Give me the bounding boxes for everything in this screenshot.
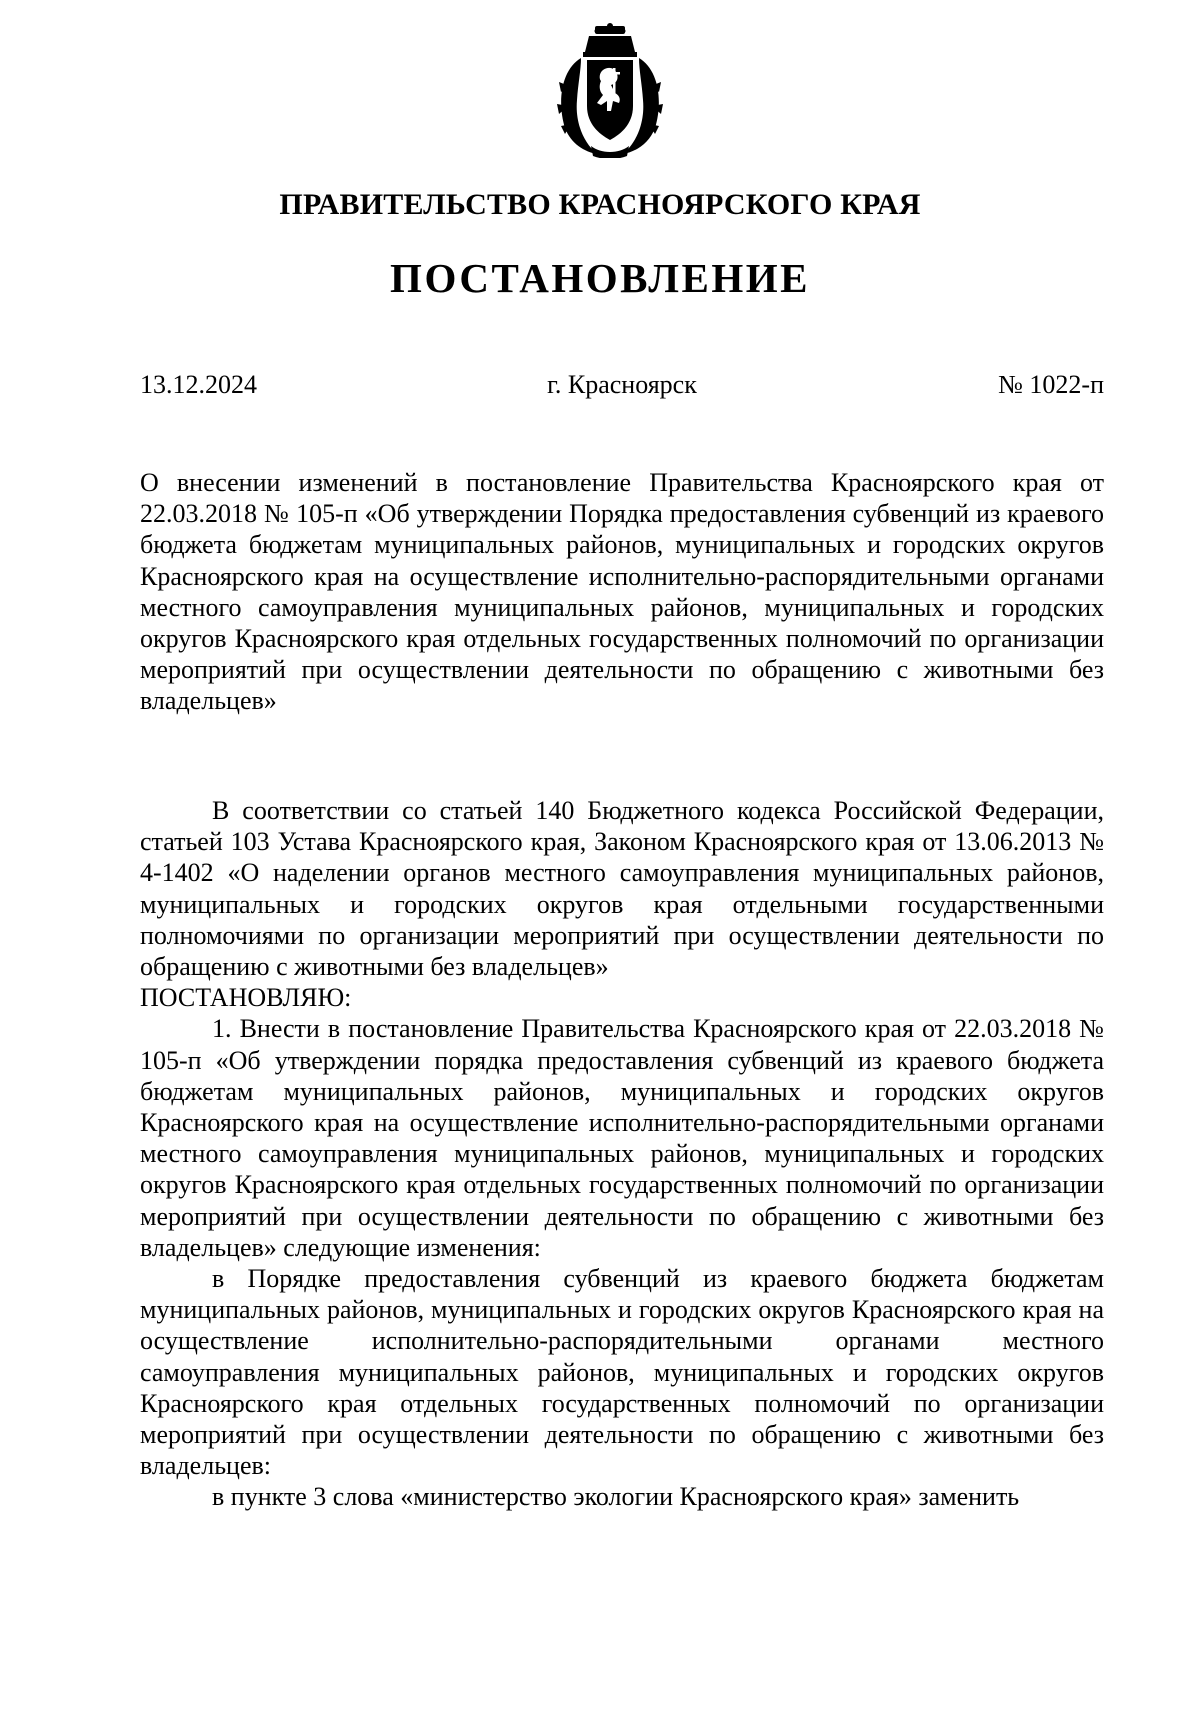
item-1-subparagraph: в Порядке предоставления субвенций из краевого бюджета бюджетам муниципальных районов, муниципальных и городских округов Красноярского края на осуществление исполнительно-распорядительными органами местного самоуправления муниципальных районов, муниципальных и городских округов Красноярского края отдельных государственных полномочий по организации мероприятий при осуществлении деятельности по обращению с животными без владельцев: [140, 1264, 1104, 1481]
organization-name: ПРАВИТЕЛЬСТВО КРАСНОЯРСКОГО КРАЯ [279, 188, 921, 221]
document-number: № 1022-п [998, 370, 1104, 399]
document-city: г. Красноярск [547, 370, 697, 399]
preamble-paragraph: В соответствии со статьей 140 Бюджетного кодекса Российской Федерации, статьей 103 Устава Красноярского края, Законом Красноярского края от 13.06.2013 № 4-1402 «О наделении органов местного самоуправления муниципальных районов, муниципальных и городских округов края отдельными государственными полномочиями по организации мероприятий при осуществлении деятельности по обращению с животными без владельцев» [140, 796, 1104, 982]
document-type: ПОСТАНОВЛЕНИЕ [390, 255, 810, 301]
item-1-point-3-paragraph: в пункте 3 слова «министерство экологии Красноярского края» заменить [212, 1482, 1020, 1512]
krasnoyarsk-coat-of-arms-icon [553, 22, 667, 158]
document-date: 13.12.2024 [140, 370, 257, 399]
document-body [140, 795, 1104, 1513]
document-title: О внесении изменений в постановление Правительства Красноярского края от 22.03.2018 № 105-п «Об утверждении Порядка предоставления субвенций из краевого бюджета бюджетам муниципальных районов, муниципальных и городских округов Красноярского края на осуществление исполнительно-распорядительными органами местного самоуправления муниципальных районов, муниципальных и городских округов Красноярского края отдельных государственных полномочий по организации мероприятий при осуществлении деятельности по обращению с животными без владельцев» [140, 468, 1104, 716]
item-1-paragraph: 1. Внести в постановление Правительства Красноярского края от 22.03.2018 № 105-п «Об утверждении порядка предоставления субвенций из краевого бюджета бюджетам муниципальных районов, муниципальных и городских округов Красноярского края на осуществление исполнительно-распорядительными органами местного самоуправления муниципальных районов, муниципальных и городских округов Красноярского края отдельных государственных полномочий по организации мероприятий при осуществлении деятельности по обращению с животными без владельцев» следующие изменения: [140, 1014, 1104, 1262]
document-meta [140, 370, 1104, 406]
resolve-heading: ПОСТАНОВЛЯЮ: [140, 983, 352, 1013]
